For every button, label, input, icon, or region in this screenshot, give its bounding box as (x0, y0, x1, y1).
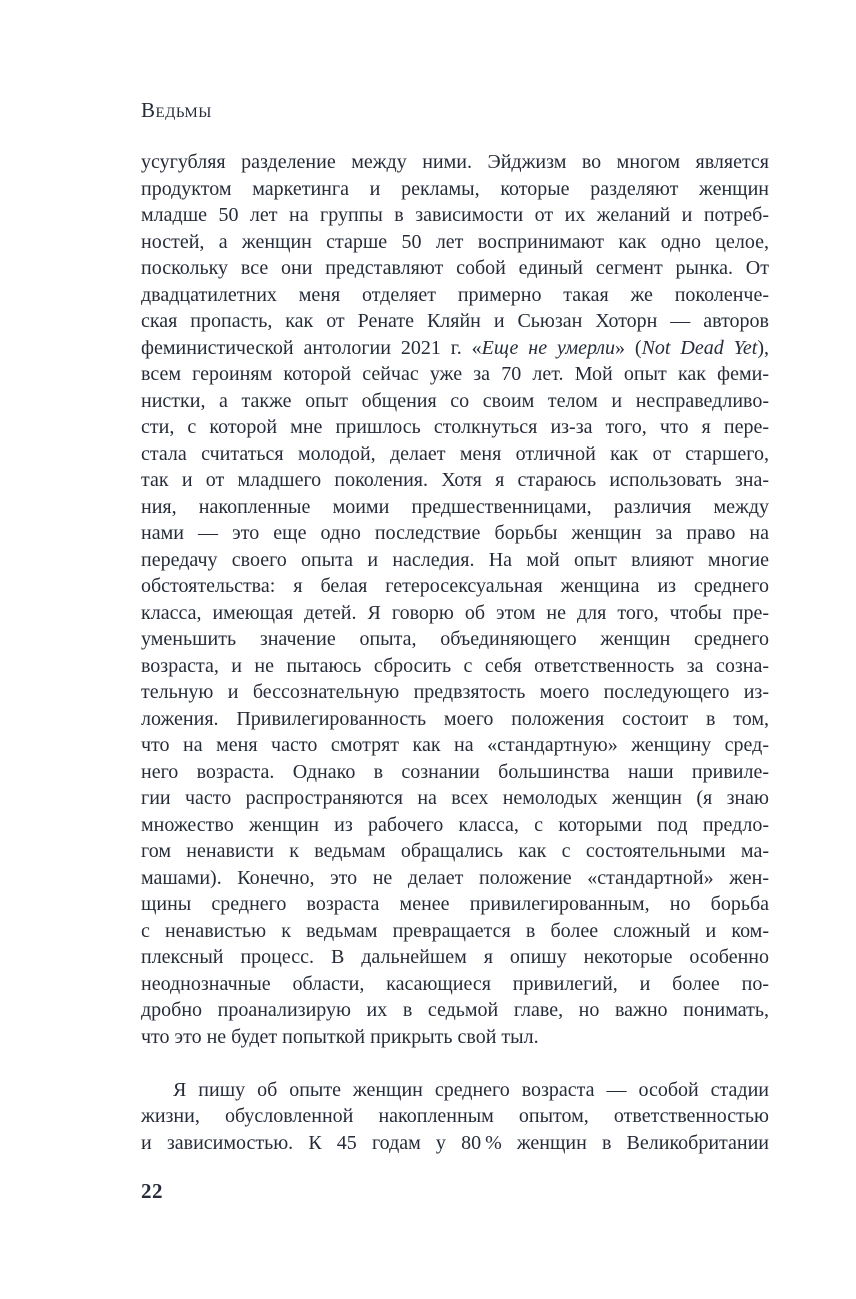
text-line (141, 414, 769, 441)
text-line (141, 1024, 769, 1051)
text-line (141, 308, 769, 335)
text-segment: гом ненависти к ведьмам обращались как с состоятельными ма- (141, 840, 769, 862)
text-line (141, 520, 769, 547)
text-line (141, 626, 769, 653)
text-line (141, 547, 769, 574)
text-line (141, 865, 769, 892)
text-line (141, 176, 769, 203)
text-segment: нами — это еще одно последствие борьбы женщин за право на (141, 522, 769, 544)
text-segment: множество женщин из рабочего класса, с которыми под предло- (141, 813, 769, 836)
text-line (141, 838, 769, 865)
text-segment: всем героиням которой сейчас уже за 70 лет. Мой опыт как феми- (141, 363, 769, 385)
italic-text-segment: Еще не умерли (481, 336, 615, 359)
text-line (141, 1077, 769, 1104)
text-line (141, 732, 769, 759)
text-segment: продуктом маркетинга и рекламы, которые разделяют женщин (141, 177, 769, 200)
text-segment: ская пропасть, как от Ренате Кляйн и Сьюзан Хоторн — авторов (141, 310, 769, 332)
text-segment: ния, накопленные моими предшественницами, различия между (141, 495, 769, 518)
text-segment: с ненавистью к ведьмам превращается в более сложный и ком- (141, 919, 769, 942)
text-segment: так и от младшего поколения. Хотя я стараюсь использовать зна- (141, 469, 769, 491)
text-segment: класса, имеющая детей. Я говорю об этом не для того, чтобы пре- (141, 601, 769, 624)
text-line (141, 335, 769, 362)
text-line (141, 1130, 769, 1157)
running-head: Ведьмы (141, 98, 212, 122)
text-segment: нистки, а также опыт общения со своим телом и несправедливо- (141, 389, 769, 412)
text-segment: младше 50 лет на группы в зависимости от их желаний и потреб- (141, 204, 769, 226)
text-line (141, 149, 769, 176)
text-segment: него возраста. Однако в сознании большинства наши привиле- (141, 760, 769, 783)
text-segment: неоднозначные области, касающиеся привилегий, и более по- (141, 972, 769, 995)
page-number: 22 (141, 1179, 163, 1203)
text-segment: возраста, и не пытаюсь сбросить с себя ответственность за созна- (141, 654, 769, 677)
text-segment: плексный процесс. В дальнейшем я опишу некоторые особенно (141, 946, 769, 968)
text-segment: обстоятельства: я белая гетеросексуальная женщина из среднего (141, 575, 769, 597)
text-segment: Я пишу об опыте женщин среднего возраста — особой стадии (173, 1078, 769, 1101)
text-segment: что это не будет попыткой прикрыть свой тыл. (141, 1025, 539, 1048)
text-line (141, 441, 769, 468)
text-line (141, 600, 769, 627)
text-segment: стала считаться молодой, делает меня отличной как от старшего, (141, 442, 769, 465)
text-line (141, 282, 769, 309)
text-line (141, 653, 769, 680)
text-line (141, 812, 769, 839)
text-segment: ), (757, 336, 769, 359)
text-segment: передачу своего опыта и наследия. На мой опыт влияют многие (141, 548, 769, 571)
text-line (141, 785, 769, 812)
italic-text-segment: Not Dead Yet (641, 336, 758, 359)
text-segment: что на меня часто смотрят как на «стандартную» женщину сред- (141, 734, 769, 756)
text-segment: дробно проанализирую их в седьмой главе, но важно понимать, (141, 999, 769, 1021)
text-segment: и зависимостью. К 45 годам у 80 % женщин в Великобритании (141, 1131, 769, 1154)
text-line (141, 202, 769, 229)
paragraph (141, 1077, 769, 1157)
text-segment: поскольку все они представляют собой единый сегмент рынка. От (141, 257, 769, 279)
text-segment: сти, с которой мне пришлось столкнуться из-за того, что я пере- (141, 416, 769, 438)
text-segment: феминистической антологии 2021 г. « (141, 336, 482, 359)
text-segment: ностей, а женщин старше 50 лет воспринимают как одно целое, (141, 230, 769, 253)
text-segment: гии часто распространяются на всех немолодых женщин (я знаю (141, 787, 769, 809)
text-segment: уменьшить значение опыта, объединяющего женщин среднего (141, 628, 769, 650)
text-line (141, 388, 769, 415)
text-segment: машами). Конечно, это не делает положение «стандартной» жен- (141, 866, 769, 889)
text-line (141, 918, 769, 945)
text-line (141, 944, 769, 971)
text-line (141, 467, 769, 494)
text-segment: жизни, обусловленной накопленным опытом, ответственностью (141, 1105, 769, 1127)
text-line (141, 891, 769, 918)
text-block (141, 149, 769, 1156)
text-line (141, 759, 769, 786)
text-segment: тельную и бессознательную предвзятость моего последующего из- (141, 681, 769, 703)
text-line (141, 971, 769, 998)
text-line (141, 573, 769, 600)
text-line (141, 997, 769, 1024)
text-line (141, 229, 769, 256)
text-segment: двадцатилетних меня отделяет примерно такая же поколенче- (141, 283, 769, 306)
text-line (141, 1103, 769, 1130)
text-line (141, 494, 769, 521)
text-segment: щины среднего возраста менее привилегированным, но борьба (141, 893, 769, 915)
text-line (141, 255, 769, 282)
text-line (141, 706, 769, 733)
text-segment: » ( (614, 336, 642, 359)
paragraph (141, 149, 769, 1050)
text-line (141, 361, 769, 388)
text-line (141, 679, 769, 706)
text-segment: ложения. Привилегированность моего положения состоит в том, (141, 707, 769, 730)
text-segment: усугубляя разделение между ними. Эйджизм во многом является (141, 151, 769, 173)
